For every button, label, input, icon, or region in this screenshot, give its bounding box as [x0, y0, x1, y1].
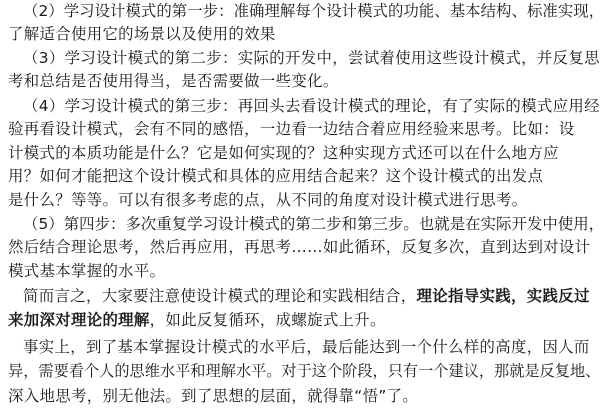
- text-line: [8, 310, 386, 330]
- text-line: （2）学习设计模式的第一步：准确理解每个设计模式的功能、基本结构、标准实现，: [23, 2, 605, 20]
- text-line: （4）学习设计模式的第三步：再回头去看设计模式的理论，有了实际的模式应用经: [23, 97, 600, 115]
- text-line: 深入地思考，别无他法。到了思想的层面，就得靠“悟”了。: [8, 387, 419, 405]
- text-line: 了解适合使用它的场景以及使用的效果: [8, 25, 276, 43]
- text-line: 验再看设计模式，会有不同的感悟，一边看一边结合着应用经验来思考。比如：设: [8, 120, 575, 138]
- summary-text: ，如此反复循环，成螺旋式上升。: [149, 311, 386, 329]
- summary-text: 简而言之，大家要注意使设计模式的理论和实践相结合，: [23, 287, 417, 305]
- text-line: 然后结合理论思考，然后再应用，再思考……如此循环，反复多次，直到达到对设计: [8, 238, 591, 256]
- text-line: 用？如何才能把这个设计模式和具体的应用结合起来？这个设计模式的出发点: [8, 167, 544, 185]
- summary-emphasis: 理论指导实践，实践反过: [416, 287, 590, 305]
- summary-emphasis: 来加深对理论的理解: [8, 311, 150, 329]
- text-line: （3）学习设计模式的第二步：实际的开发中，尝试着使用这些设计模式，并反复思: [23, 49, 600, 67]
- text-line: 异，需要看个人的思维水平和理解水平。对于这个阶段，只有一个建议，那就是反复地、: [8, 362, 601, 380]
- text-line: 计模式的本质功能是什么？它是如何实现的？这种实现方式还可以在什么地方应: [8, 144, 559, 162]
- text-line: 模式基本掌握的水平。: [8, 262, 166, 280]
- text-line: 考和总结是否使用得当，是否需要做一些变化。: [8, 72, 339, 90]
- text-line: 事实上，到了基本掌握设计模式的水平后，最后能达到一个什么样的高度，因人而: [23, 338, 590, 356]
- text-line: [23, 286, 590, 306]
- text-line: （5）第四步：多次重复学习设计模式的第二步和第三步。也就是在实际开发中使用，: [23, 215, 605, 233]
- text-line: 是什么？等等。可以有很多考虑的点，从不同的角度对设计模式进行思考。: [8, 191, 528, 209]
